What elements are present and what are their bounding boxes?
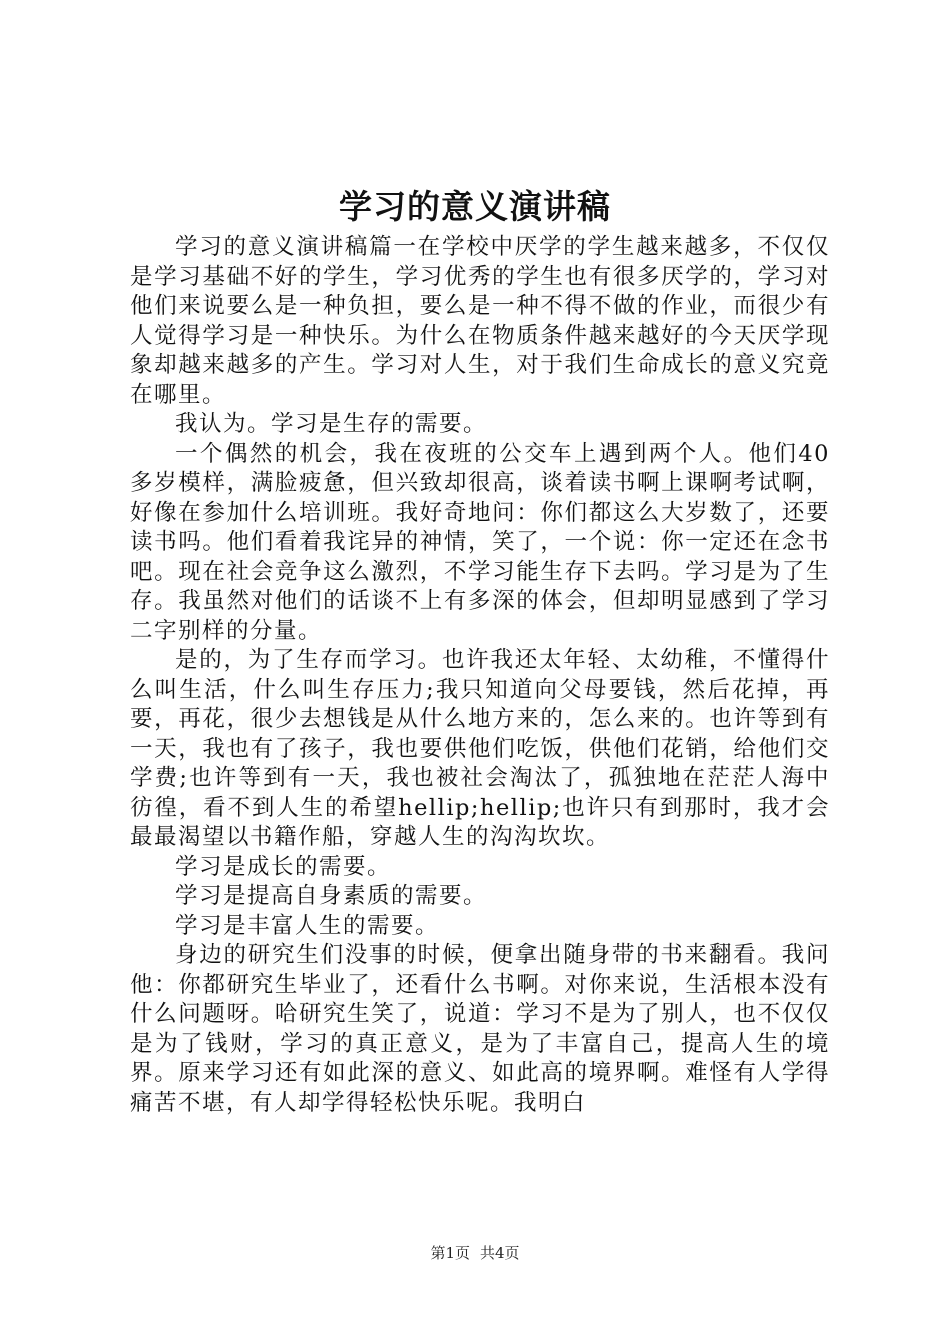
page-number-current: 第1页 bbox=[430, 1244, 470, 1262]
paragraph: 身边的研究生们没事的时候，便拿出随身带的书来翻看。我问他：你都研究生毕业了，还看什么书啊。对你来说，生活根本没有什么问题呀。哈研究生笑了，说道：学习不是为了别人，也不仅仅是为了钱财，学习的真正意义，是为了丰富自己，提高人生的境界。原来学习还有如此深的意义、如此高的境界啊。难怪有人学得痛苦不堪，有人却学得轻松快乐呢。我明白 bbox=[130, 942, 830, 1116]
paragraph: 是的，为了生存而学习。也许我还太年轻、太幼稚，不懂得什么叫生活，什么叫生存压力;我只知道向父母要钱，然后花掉，再要，再花，很少去想钱是从什么地方来的，怎么来的。也许等到有一天，我也有了孩子，我也要供他们吃饭，供他们花销，给他们交学费;也许等到有一天，我也被社会淘汰了，孤独地在茫茫人海中彷徨，看不到人生的希望hellip;hellip;也许只有到那时，我才会最最渴望以书籍作船，穿越人生的沟沟坎坎。 bbox=[130, 647, 830, 850]
page-footer bbox=[0, 1243, 950, 1263]
paragraph: 一个偶然的机会，我在夜班的公交车上遇到两个人。他们40多岁模样，满脸疲惫，但兴致却很高，谈着读书啊上课啊考试啊，好像在参加什么培训班。我好奇地问：你们都这么大岁数了，还要读书吗。他们看着我诧异的神情，笑了，一个说：你一定还在念书吧。现在社会竞争这么激烈，不学习能生存下去吗。学习是为了生存。我虽然对他们的话谈不上有多深的体会，但却明显感到了学习二字别样的分量。 bbox=[130, 440, 830, 644]
paragraph: 学习是成长的需要。 bbox=[175, 853, 392, 880]
document-body bbox=[130, 233, 830, 1118]
document-title: 学习的意义演讲稿 bbox=[339, 187, 611, 226]
page-number-total: 共4页 bbox=[480, 1244, 520, 1262]
paragraph: 我认为。学习是生存的需要。 bbox=[175, 411, 488, 437]
paragraph: 学习是提高自身素质的需要。 bbox=[175, 883, 488, 909]
paragraph: 学习的意义演讲稿篇一在学校中厌学的学生越来越多，不仅仅是学习基础不好的学生，学习优秀的学生也有很多厌学的，学习对他们来说要么是一种负担，要么是一种不得不做的作业，而很少有人觉得学习是一种快乐。为什么在物质条件越来越好的今天厌学现象却越来越多的产生。学习对人生，对于我们生命成长的意义究竟在哪里。 bbox=[130, 234, 830, 408]
paragraph: 学习是丰富人生的需要。 bbox=[175, 912, 440, 939]
